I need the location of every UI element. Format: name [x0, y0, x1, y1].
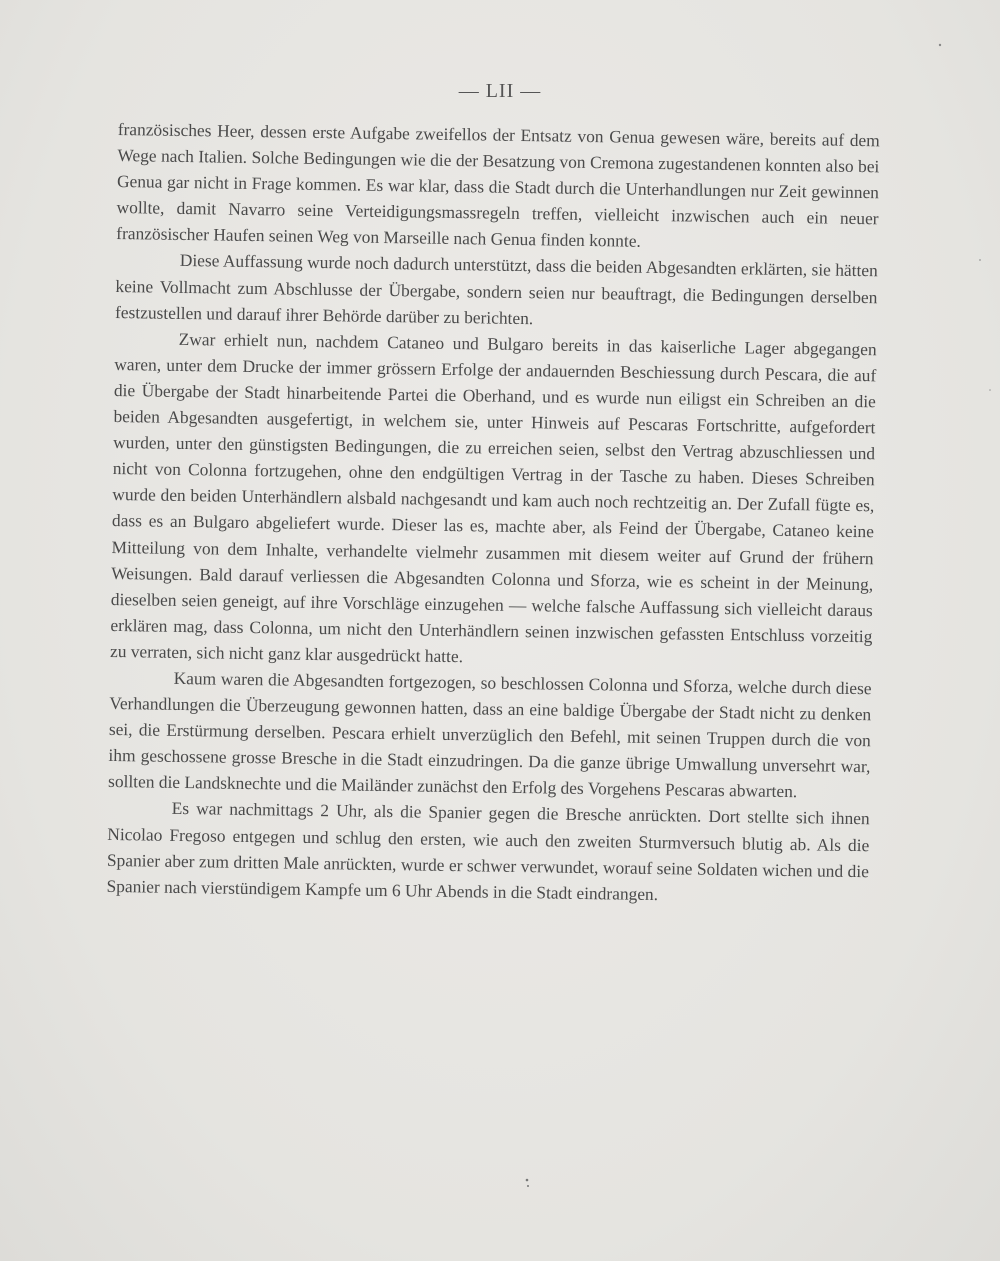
- paragraph-4: Kaum waren die Abgesandten fortgezogen, so beschlossen Colonna und Sforza, welche durch diese Verhandlungen die Überzeugung gewonnen hatten, dass an eine baldige Übergabe der Stadt nicht zu denken sei, die Erstürmung derselben. Pescara erhielt unverzüglich den Befehl, mit seinen Truppen durch die von ihm geschossene grosse Bresche in die Stadt einzudringen. Da die ganze übrige Umwallung unversehrt war, sollten die Landsknechte und die Mailänder zunächst den Erfolg des Vorgehens Pescaras abwarten.: [107, 667, 872, 802]
- paragraph-2: Diese Auffassung wurde noch dadurch unterstützt, dass die beiden Abgesandten erklärten, sie hätten keine Vollmacht zum Abschlusse der Übergabe, sondern seien nur beauftragt, die Bedingungen derselben festzustellen und darauf ihrer Behörde darüber zu berichten.: [114, 250, 878, 328]
- paragraph-1: französisches Heer, dessen erste Aufgabe zweifellos der Entsatz von Genua gewesen wäre, bereits auf dem Wege nach Italien. Solche Bedingungen wie die der Besatzung von Cremona zugestandenen konnten also bei Genua gar nicht in Frage kommen. Es war klar, dass die Stadt durch die Unterhandlungen nur Zeit gewinnen wollte, damit Navarro seine Verteidigungsmassregeln treffen, vielleicht inzwischen auch ein neuer französischer Haufen seinen Weg von Marseille nach Genua finden konnte.: [116, 118, 880, 252]
- paragraph-5: Es war nachmittags 2 Uhr, als die Spanier gegen die Bresche anrückten. Dort stellte sich ihnen Nicolao Fregoso entgegen und schlug den ersten, wie auch den zweiten Sturmversuch blutig ab. Als die Spanier aber zum dritten Male anrückten, wurde er schwer verwundet, worauf seine Soldaten wichen und die Spanier nach vierstündigem Kampfe um 6 Uhr Abends in die Stadt eindrangen.: [106, 798, 870, 904]
- page-number-header: — LII —: [458, 80, 542, 102]
- paragraph-3: Zwar erhielt nun, nachdem Cataneo und Bulgaro bereits in das kaiserliche Lager abgegangen waren, unter dem Drucke der immer grössern Erfolge der andauernden Beschiessung durch Pescara, die auf die Übergabe der Stadt hinarbeitende Partei die Oberhand, und es wurde nun eiligst ein Schreiben an die beiden Abgesandten ausgefertigt, in welchem sie, unter Hinweis auf Pescaras Fortschritte, aufgefordert wurden, unter den günstigsten Bedingungen, die zu erreichen seien, selbst den Vertrag abzuschliessen und nicht von Colonna fortzugehen, ohne den endgültigen Vertrag in der Tasche zu haben. Dieses Schreiben wurde den beiden Unterhändlern alsbald nachgesandt und kam auch noch rechtzeitig an. Der Zufall fügte es, dass es an Bulgaro abgeliefert wurde. Dieser las es, machte aber, als Feind der Übergabe, Cataneo keine Mitteilung von dem Inhalte, verhandelte vielmehr zusammen mit diesem weiter auf Grund der frühern Weisungen. Bald darauf verliessen die Abgesandten Colonna und Sforza, wie es scheint in der Meinung, dieselben seien geneigt, auf ihre Vorschläge einzugehen — welche falsche Auffassung sich vielleicht daraus erklären mag, dass Colonna, um nicht den Unterhändlern seinen inzwischen gefassten Entschluss vorzeitig zu verraten, sich nicht ganz klar ausgedrückt hatte.: [109, 328, 877, 667]
